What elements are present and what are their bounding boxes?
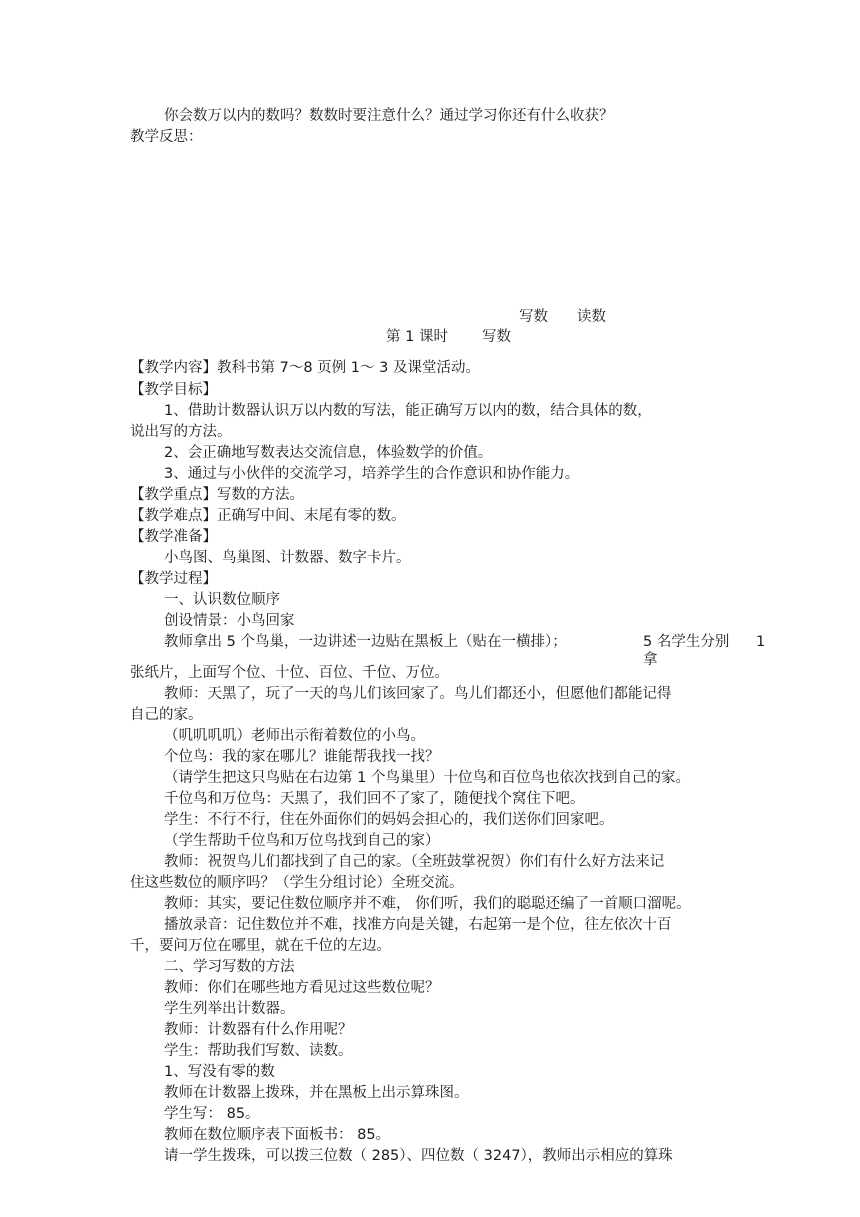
student-answer-1: 学生列举出计数器。 — [164, 1001, 295, 1017]
unit-title-write: 写数 — [519, 309, 548, 325]
scenario-line: 创设情景：小鸟回家 — [164, 613, 295, 629]
thousands-bird-line: 千位鸟和万位鸟：天黑了，我们回不了家了，随便找个窝住下吧。 — [164, 791, 585, 807]
subsection-1-heading: 1、写没有零的数 — [164, 1064, 275, 1080]
students-help-line: （学生帮助千位鸟和万位鸟找到自己的家） — [164, 833, 440, 849]
reflection-label: 教学反思： — [130, 129, 203, 145]
lesson-title: 写数 — [482, 329, 511, 345]
student-abacus-line: 请一学生拨珠，可以拨三位数（ 285）、四位数（ 3247），教师出示相应的算珠 — [164, 1148, 673, 1164]
section-process-heading: 【教学过程】 — [130, 571, 217, 587]
goal-1-line-2: 说出写的方法。 — [130, 424, 232, 440]
side-note-students: 5 名学生分别 — [643, 634, 730, 650]
goal-3: 3、通过与小伙伴的交流学习，培养学生的合作意识和协作能力。 — [164, 466, 580, 482]
student-reply-line: 学生：不行不行，住在外面你们的妈妈会担心的，我们送你们回家吧。 — [164, 812, 614, 828]
student-answer-2: 学生：帮助我们写数、读数。 — [164, 1043, 353, 1059]
goal-2: 2、会正确地写数表达交流信息，体验数学的价值。 — [164, 445, 493, 461]
teacher-dialog-2a: 教师：祝贺鸟儿们都找到了自己的家。（全班鼓掌祝贺）你们有什么好方法来记 — [164, 854, 665, 870]
section-content: 【教学内容】教科书第 7～8 页例 1～ 3 及课堂活动。 — [130, 360, 480, 376]
teacher-dialog-1a: 教师：天黑了，玩了一天的鸟儿们该回家了。鸟儿们都还小，但愿他们都能记得 — [164, 686, 672, 702]
ones-bird-line: 个位鸟：我的家在哪儿？谁能帮我找一找？ — [164, 749, 440, 765]
teacher-dialog-2b: 住这些数位的顺序吗？（学生分组讨论）全班交流。 — [130, 875, 464, 891]
part-2-heading: 二、学习写数的方法 — [164, 959, 295, 975]
part-1-heading: 一、认识数位顺序 — [164, 592, 280, 608]
section-key-point: 【教学重点】写数的方法。 — [130, 487, 304, 503]
side-note-number: 1 — [756, 634, 766, 650]
section-difficulty: 【教学难点】正确写中间、末尾有零的数。 — [130, 508, 406, 524]
teacher-dialog-3: 教师：其实，要记住数位顺序并不难， 你们听，我们的聪聪还编了一首顺口溜呢。 — [164, 896, 691, 912]
unit-title-read: 读数 — [577, 309, 606, 325]
student-writes-line: 学生写： 85。 — [164, 1106, 260, 1122]
lesson-number: 第 1 课时 — [386, 329, 448, 345]
teacher-dialog-1b: 自己的家。 — [130, 707, 203, 723]
teacher-board-line: 教师在数位顺序表下面板书： 85。 — [164, 1127, 391, 1143]
teacher-question-1: 教师：你们在哪些地方看见过这些数位呢？ — [164, 980, 440, 996]
goal-1-line-1: 1、借助计数器认识万以内数的写法，能正确写万以内的数，结合具体的数， — [164, 403, 652, 419]
teacher-question-2: 教师：计数器有什么作用呢？ — [164, 1022, 353, 1038]
section-goals-heading: 【教学目标】 — [130, 382, 217, 398]
teacher-nests-line: 教师拿出 5 个鸟巢，一边讲述一边贴在黑板上（贴在一横排）； — [164, 634, 567, 650]
paper-slips-line: 张纸片，上面写个位、十位、百位、千位、万位。 — [130, 665, 449, 681]
closing-question: 你会数万以内的数吗？数数时要注意什么？通过学习你还有什么收获？ — [164, 108, 614, 124]
teacher-abacus-line: 教师在计数器上拨珠，并在黑板上出示算珠图。 — [164, 1085, 469, 1101]
bird-shown-line: （叽叽叽叽）老师出示衔着数位的小鸟。 — [164, 728, 425, 744]
section-preparation-heading: 【教学准备】 — [130, 529, 217, 545]
recording-line-b: 千，要问万位在哪里，就在千位的左边。 — [130, 938, 391, 954]
recording-line-a: 播放录音：记住数位并不难，找准方向是关键，右起第一是个位，往左依次十百 — [164, 917, 672, 933]
side-note-take: 拿 — [643, 652, 658, 668]
place-bird-line: （请学生把这只鸟贴在右边第 1 个鸟巢里）十位鸟和百位鸟也依次找到自己的家。 — [164, 770, 690, 786]
preparation-items: 小鸟图、鸟巢图、计数器、数字卡片。 — [164, 550, 411, 566]
